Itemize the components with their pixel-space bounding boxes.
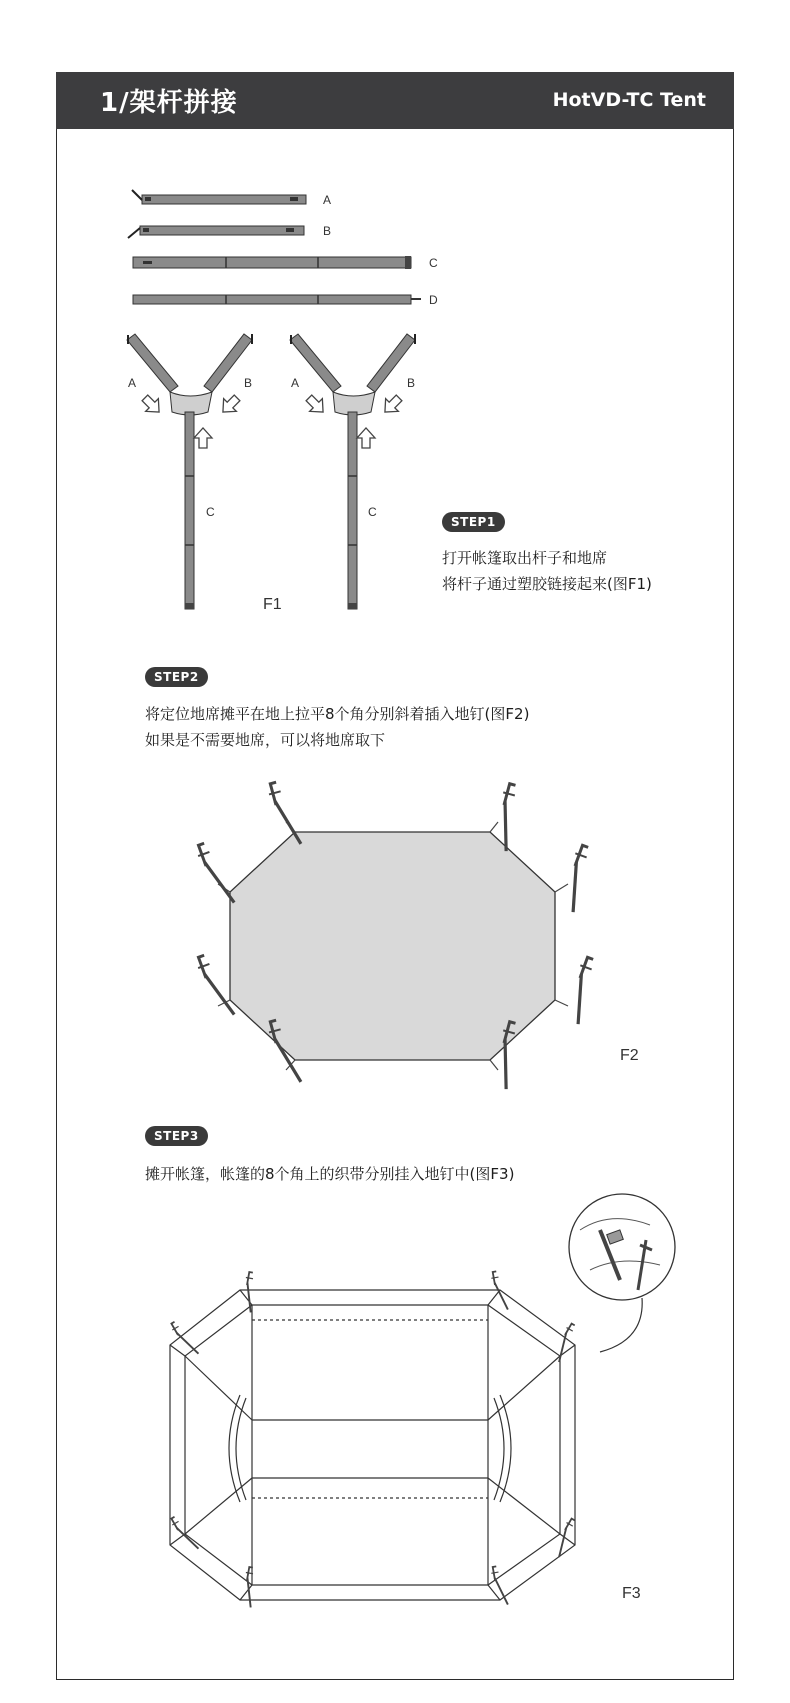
step2-line2: 如果是不需要地席，可以将地席取下 xyxy=(145,731,386,749)
y-right-label-b: B xyxy=(407,376,416,390)
detail-callout xyxy=(569,1194,675,1352)
pole-b xyxy=(128,226,304,238)
y-left-label-c: C xyxy=(206,505,215,519)
figure-label-f3: F3 xyxy=(622,1585,641,1602)
pole-label-b: B xyxy=(323,224,332,238)
section-title: 1/架杆拼接 xyxy=(100,88,238,118)
step2-line1: 将定位地席摊平在地上拉平8个角分别斜着插入地钉(图F2) xyxy=(145,705,530,723)
tent-top-view xyxy=(170,1290,575,1600)
figure-label-f1: F1 xyxy=(263,596,282,613)
step3-line1: 摊开帐篷，帐篷的8个角上的织带分别挂入地钉中(图F3) xyxy=(145,1165,515,1183)
pole-label-c: C xyxy=(429,256,438,270)
y-frame-left xyxy=(127,334,252,609)
step1-badge: STEP1 xyxy=(442,512,505,532)
step1-line2: 将杆子通过塑胶链接起来(图F1) xyxy=(442,575,652,593)
pole-label-a: A xyxy=(323,193,332,207)
step3-badge: STEP3 xyxy=(145,1126,208,1146)
pole-c xyxy=(133,256,411,269)
y-right-label-c: C xyxy=(368,505,377,519)
step1-line1: 打开帐篷取出杆子和地席 xyxy=(442,549,608,567)
y-left-label-a: A xyxy=(128,376,137,390)
y-left-label-b: B xyxy=(244,376,253,390)
step2-badge: STEP2 xyxy=(145,667,208,687)
y-frame-right xyxy=(290,334,415,609)
figure-label-f2: F2 xyxy=(620,1047,639,1064)
pole-d xyxy=(133,295,421,304)
product-name: HotVD-TC Tent xyxy=(552,89,706,111)
pole-a xyxy=(132,190,306,204)
y-right-label-a: A xyxy=(291,376,300,390)
pole-label-d: D xyxy=(429,293,438,307)
